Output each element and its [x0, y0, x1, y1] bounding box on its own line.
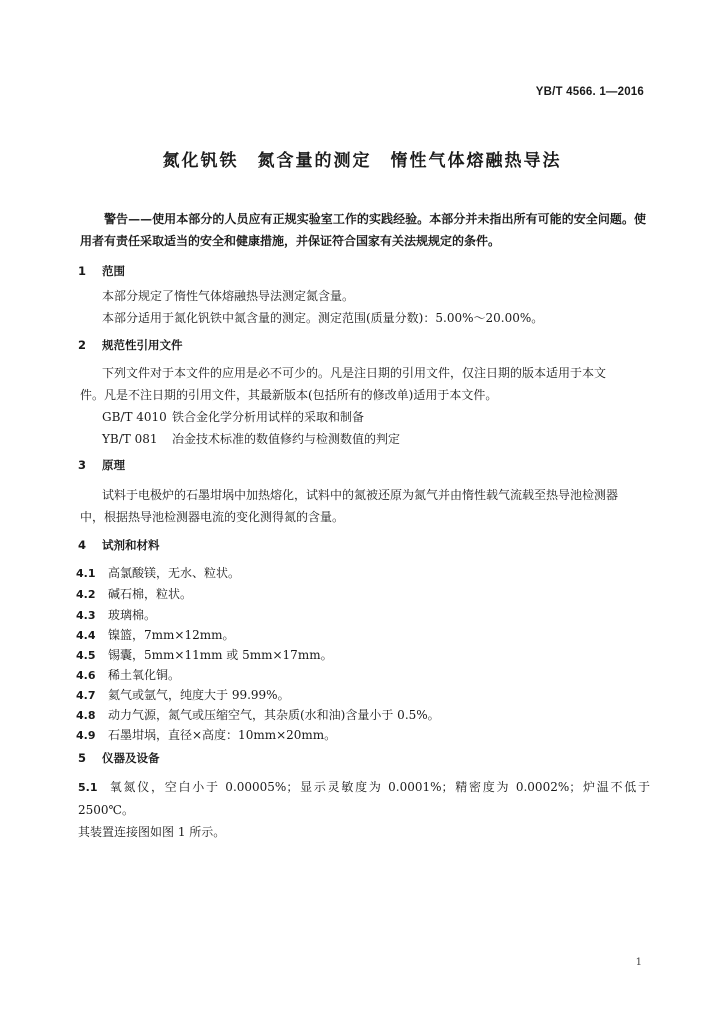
section-2-body [80, 362, 648, 450]
section-5-heading [78, 750, 160, 766]
paragraph-line: 件。凡是不注日期的引用文件，其最新版本(包括所有的修改单)适用于本文件。 [80, 388, 498, 402]
item-number: 4.8 [76, 709, 96, 722]
item-text: 玻璃棉。 [108, 608, 157, 622]
paragraph-line: 本部分规定了惰性气体熔融热导法测定氮含量。 [102, 289, 355, 303]
list-item [76, 645, 333, 666]
reference-code: GB/T 4010 [102, 410, 167, 424]
section-number: 1 [78, 264, 87, 278]
warning-paragraph: 警告——使用本部分的人员应有正规实验室工作的实践经验。本部分并未指出所有可能的安全问题。使用者有责任采取适当的安全和健康措施，并保证符合国家有关法规规定的条件。 [80, 212, 646, 248]
item-number: 4.7 [76, 689, 96, 702]
list-item [76, 605, 156, 626]
document-title: 氮化钒铁 氮含量的测定 惰性气体熔融热导法 [162, 151, 562, 171]
item-number: 4.4 [76, 629, 96, 642]
item-text: 氦气或氩气，纯度大于 99.99%。 [108, 688, 290, 702]
list-item [76, 584, 192, 605]
reference-title: 冶金技术标准的数值修约与检测数值的判定 [172, 432, 401, 446]
item-text: 高氯酸镁，无水、粒状。 [108, 566, 241, 580]
section-3-body [80, 484, 648, 528]
reference-title: 铁合金化学分析用试样的采取和制备 [172, 410, 365, 424]
paragraph-line [78, 776, 650, 821]
section-1-heading [78, 263, 125, 279]
item-number: 4.6 [76, 669, 96, 682]
section-title: 规范性引用文件 [102, 338, 183, 352]
reference-entry [80, 406, 648, 428]
list-item [76, 563, 240, 584]
section-number: 4 [78, 538, 87, 552]
section-title: 仪器及设备 [102, 751, 160, 765]
paragraph-line: 其装置连接图如图 1 所示。 [78, 825, 226, 839]
item-text: 碱石棉，粒状。 [108, 587, 193, 601]
paragraph-line: 试料于电极炉的石墨坩埚中加热熔化，试料中的氮被还原为氮气并由惰性载气流载至热导池检测器 [102, 488, 619, 502]
item-text: 氧氮仪，空白小于 0.00005%；显示灵敏度为 0.0001%；精密度为 0.0002%；炉温不低于 2500℃。 [78, 780, 650, 817]
item-text: 锡囊，5mm×11mm 或 5mm×17mm。 [108, 648, 333, 662]
standard-code: YB/T 4566. 1—2016 [535, 86, 644, 98]
section-3-heading [78, 457, 125, 473]
section-title: 试剂和材料 [102, 538, 160, 552]
item-number: 4.3 [76, 609, 96, 622]
list-item [76, 725, 336, 746]
list-item [76, 625, 234, 646]
item-text: 石墨坩埚，直径×高度：10mm×20mm。 [108, 728, 337, 742]
section-2-heading [78, 337, 183, 353]
section-5-body [78, 776, 650, 843]
reference-code: YB/T 081 [102, 432, 158, 446]
item-number: 4.9 [76, 729, 96, 742]
section-1-body [80, 285, 648, 329]
section-number: 5 [78, 751, 87, 765]
item-number: 4.5 [76, 649, 96, 662]
section-number: 3 [78, 458, 87, 472]
list-item [76, 665, 180, 686]
list-item [76, 705, 440, 726]
item-number: 4.1 [76, 567, 96, 580]
reference-entry [80, 428, 648, 450]
page-number: 1 [635, 957, 642, 968]
section-title: 范围 [102, 264, 125, 278]
item-text: 稀土氧化铜。 [108, 668, 181, 682]
section-4-heading [78, 537, 160, 553]
section-number: 2 [78, 338, 87, 352]
paragraph-line: 本部分适用于氮化钒铁中氮含量的测定。测定范围(质量分数)：5.00%～20.00%。 [102, 311, 544, 325]
item-text: 镍篮，7mm×12mm。 [108, 628, 235, 642]
list-item [76, 685, 290, 706]
paragraph-line: 中，根据热导池检测器电流的变化测得氮的含量。 [80, 510, 345, 524]
item-text: 动力气源，氮气或压缩空气，其杂质(水和油)含量小于 0.5%。 [108, 708, 440, 722]
paragraph-line: 下列文件对于本文件的应用是必不可少的。凡是注日期的引用文件，仅注日期的版本适用于本文 [102, 366, 607, 380]
item-number: 5.1 [78, 781, 98, 794]
section-title: 原理 [102, 458, 125, 472]
item-number: 4.2 [76, 588, 96, 601]
